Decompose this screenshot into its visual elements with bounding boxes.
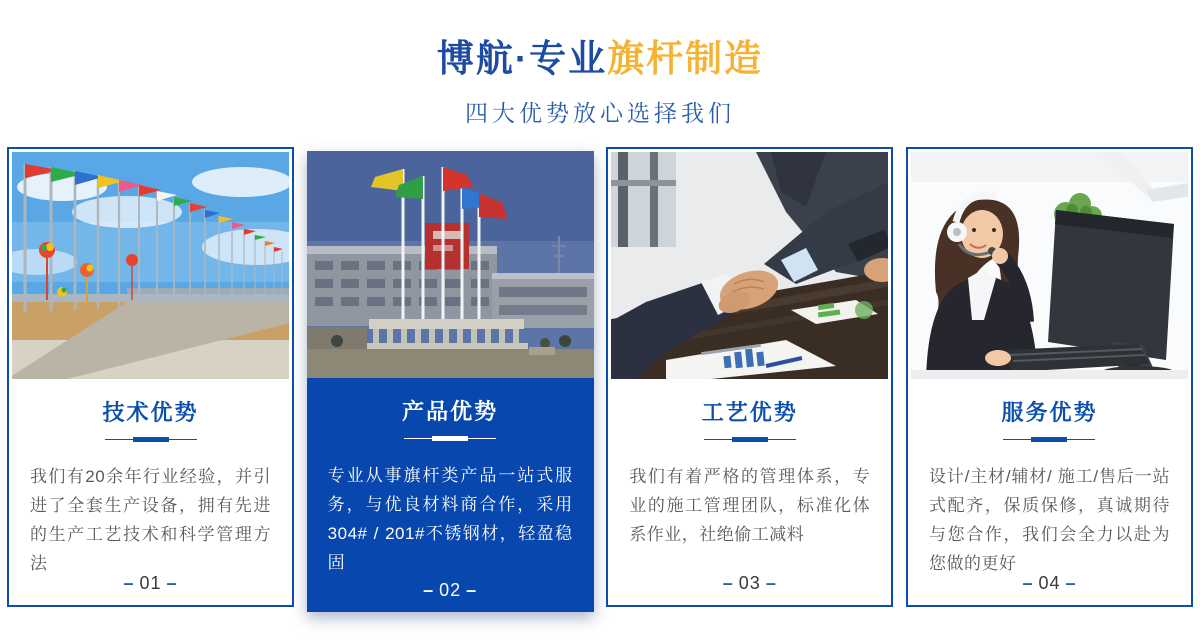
section-header <box>0 0 1200 127</box>
index-dash: – <box>1022 573 1034 593</box>
index-dash: – <box>423 580 435 600</box>
card-image-frame <box>611 152 888 379</box>
factory-flagpoles-image <box>307 151 594 378</box>
title-underline-decoration <box>404 436 496 441</box>
index-dash: – <box>166 573 178 593</box>
card-description: 专业从事旗杆类产品一站式服务，与优良材料商合作，采用304# / 201#不锈钢材，轻盈稳固 <box>327 466 573 572</box>
card-index <box>307 580 594 601</box>
advantage-card-service[interactable] <box>906 147 1193 607</box>
page-title <box>0 38 1200 80</box>
index-dash: – <box>765 573 777 593</box>
card-image-frame <box>307 151 594 378</box>
title-accent: 旗杆制造 <box>607 38 764 79</box>
card-index <box>608 573 891 594</box>
flags-plaza-image <box>12 152 289 379</box>
card-index <box>908 573 1191 594</box>
index-number: 01 <box>139 573 162 593</box>
index-number: 04 <box>1038 573 1061 593</box>
title-primary: 博航·专业 <box>436 38 608 79</box>
card-title: 服务优势 <box>1001 400 1098 425</box>
card-description: 我们有着严格的管理体系，专业的施工管理团队，标准化体系作业，社绝偷工减料 <box>629 467 871 544</box>
business-handshake-image <box>611 152 888 379</box>
index-dash: – <box>123 573 135 593</box>
index-number: 03 <box>738 573 761 593</box>
customer-service-image <box>911 152 1188 379</box>
index-dash: – <box>722 573 734 593</box>
card-description: 我们有20余年行业经验，并引进了全套生产设备，拥有先进的生产工艺技术和科学管理方法 <box>30 467 271 573</box>
card-image-frame <box>12 152 289 379</box>
card-index <box>9 573 292 594</box>
advantage-card-product[interactable] <box>307 151 594 612</box>
title-underline-decoration <box>704 437 796 442</box>
card-title: 工艺优势 <box>701 400 798 425</box>
advantage-card-technology[interactable] <box>7 147 294 607</box>
card-description: 设计/主材/辅材/ 施工/售后一站式配齐，保质保修，真诚期待与您合作，我们会全力以赴为您做的更好 <box>928 467 1170 573</box>
card-title: 产品优势 <box>402 399 499 424</box>
advantage-card-craft[interactable] <box>606 147 893 607</box>
advantage-cards-row <box>7 147 1193 612</box>
index-dash: – <box>466 580 478 600</box>
title-underline-decoration <box>1003 437 1095 442</box>
index-number: 02 <box>439 580 462 600</box>
card-image-frame <box>911 152 1188 379</box>
page-subtitle: 四大优势放心选择我们 <box>465 100 735 126</box>
card-title: 技术优势 <box>102 400 199 425</box>
title-underline-decoration <box>105 437 197 442</box>
index-dash: – <box>1065 573 1077 593</box>
